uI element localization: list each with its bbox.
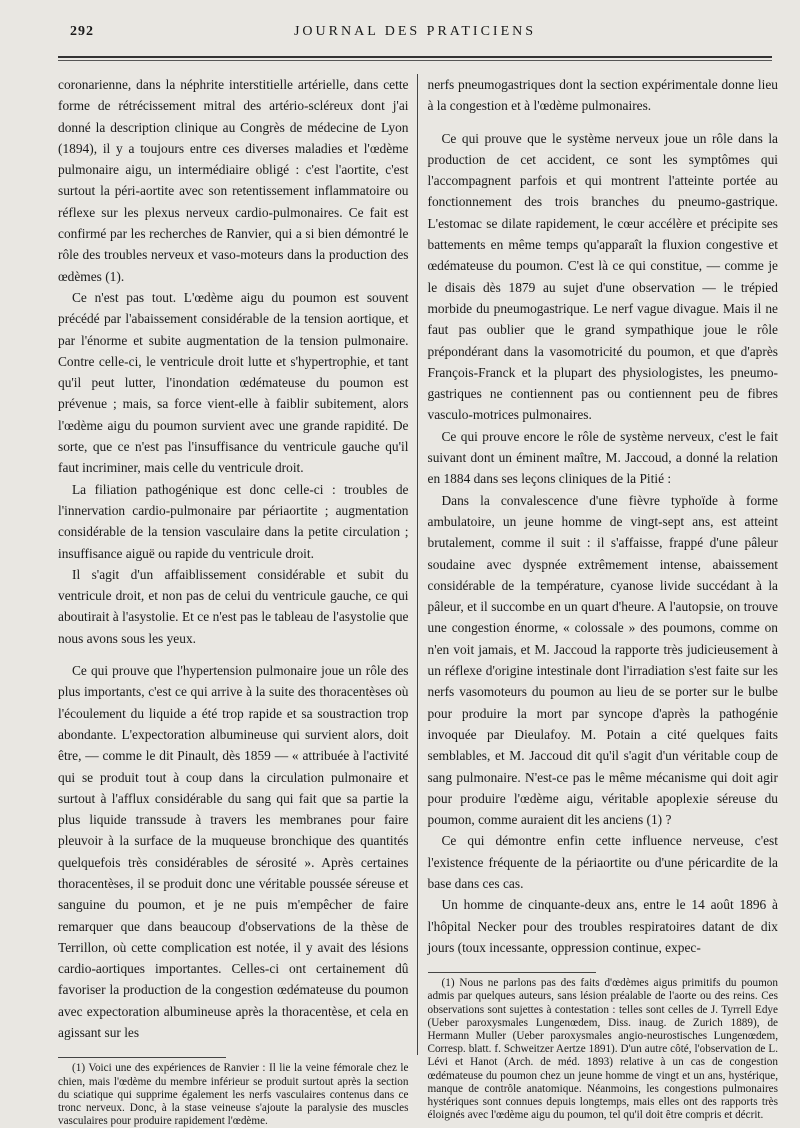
footnote-rule xyxy=(428,972,596,973)
paragraph: Ce qui prouve encore le rôle de système nerveux, c'est le fait suivant dont un éminent maître, M. Jaccoud, a donné la relation en 1884 dans ses leçons cliniques de la Pitié : xyxy=(428,426,779,490)
paragraph: Ce n'est pas tout. L'œdème aigu du poumon est souvent précédé par l'abaissement considérable de la tension aortique, et par l'énorme et subite augmentation de la tension pulmonaire. Contre celle-ci, le ventricule droit lutte et s'hypertrophie, et tant qu'il peut lutter, l'inondation œdémateuse du poumon est prévenue ; mais, sa force vient-elle à faiblir subitement, alors l'œdème aigu du poumon survient avec une grande rapidité. De sorte, que ce n'est pas l'insuffisance du ventricule gauche qu'il faut incriminer, mais celle du ventricule droit. xyxy=(58,287,409,479)
right-column xyxy=(418,74,779,1055)
text-columns xyxy=(58,74,778,1055)
footnote-text: (1) Nous ne parlons pas des faits d'œdèmes aigus primitifs du poumon admis par quelques auteurs, sans lésion préalable de l'aorte ou des reins. Ces observations sont sujettes à contestation : telles sont celles de J. Tyrrell Edye (Ueber paroxysmales Lungenœdem, Diss. inaug. de Zurich 1889), de Hermann Muller (Ueber paroxysmales angio-neurostisches Lungenœdem, Corresp. blatt. f. Schweitzer Aertze 1891). D'un autre côté, l'observation de L. Lévi et Hanot (Arch. de méd. 1893) relative à un cas de congestion œdémateuse du poumon chez un jeune homme de vingt et un ans, hystérique, manque de contrôle anatomique. Néanmoins, les congestions pulmonaires hystériques sont connues depuis longtemps, mais elles ont des rapports très éloignés avec l'œdème aigu du poumon, tel qu'il doit être compris et décrit. xyxy=(428,977,779,1122)
paragraph: coronarienne, dans la néphrite interstitielle artérielle, dans cette forme de rétrécissement mitral des artério-scléreux dont j'ai donné la description clinique au Congrès de médecine de Lyon (1894), il y a toujours entre ces diverses maladies et l'œdème pulmonaire aigu, un intermédiaire obligé : c'est l'aortite, c'est surtout la péri-aortite avec son retentissement inflammatoire ou réflexe sur les plexus nerveux cardio-pulmonaires. Ce fait est confirmé par les recherches de Ranvier, qui a si bien démontré le rôle des troubles nerveux et vaso-moteurs dans la production des œdèmes (1). xyxy=(58,74,409,287)
paragraph: Dans la convalescence d'une fièvre typhoïde à forme ambulatoire, un jeune homme de vingt-sept ans, est atteint brutalement, comme il suit : il s'affaisse, frappé d'une pâleur soudaine avec dyspnée extrêmement intense, abaissement considérable de la température, cyanose livide succédant à la pâleur, et il succombe en un quart d'heure. A l'autopsie, on trouve une congestion énorme, « colossale » des poumons, comme on n'en voit jamais, et M. Jaccoud la rapporte très judicieusement à un réflexe d'origine intestinale dont l'irradiation s'est faite sur les nerfs vasomoteurs du poumon au lieu de se porter sur le bulbe pour produire la mort par syncope d'après la pathogénie invoquée par Dieulafoy. M. Potain a cité quelques faits semblables, et M. Jaccoud dit qu'il s'agit d'un véritable coup de sang pulmonaire. N'est-ce pas le même mécanisme qui doit agir pour produire l'œdème aigu, véritable apoplexie séreuse du poumon, comme auraient dit les anciens (1) ? xyxy=(428,490,779,831)
paragraph: Un homme de cinquante-deux ans, entre le 14 août 1896 à l'hôpital Necker pour des troubles respiratoires datant de dix jours (toux incessante, oppression continue, expec- xyxy=(428,894,779,958)
header-rule xyxy=(58,56,772,58)
paragraph: Ce qui prouve que l'hypertension pulmonaire joue un rôle des plus importants, c'est ce qui arrive à la suite des thoracentèses où l'écoulement du liquide a été trop rapide et sa soustraction trop abondante. L'expectoration albumineuse qui survient alors, doit être, — comme le dit Pinault, dès 1859 — « attribuée à l'activité qui se produit tout à coup dans la circulation pulmonaire et surtout à l'afflux considérable du sang qui fait que sa partie la plus liquide transsude à travers les membranes pour faire pleuvoir à la surface de la muqueuse bronchique des quantités quelquefois très considérables de sérosité ». Après certaines thoracentèses, il se produit donc une véritable poussée séreuse et sanguine du poumon, et je ne puis m'empêcher de faire remarquer que dans beaucoup d'observations de la thèse de Terrillon, où cette complication est notée, il y avait des lésions cardio-aortiques importantes. Celles-ci ont certainement dû favoriser la production de la congestion œdémateuse du poumon avec expectoration albumineuse après la thoracentèse, et cela en agissant sur les xyxy=(58,660,409,1043)
page-header xyxy=(58,20,772,48)
paragraph: Ce qui démontre enfin cette influence nerveuse, c'est l'existence fréquente de la périaortite ou d'une péricardite de la base dans ces cas. xyxy=(428,830,779,894)
footnote-rule xyxy=(58,1057,226,1058)
paragraph: Il s'agit d'un affaiblissement considérable et subit du ventricule droit, et non pas de celui du ventricule gauche, ce qui aboutirait à l'asystolie. Et ce n'est pas le tableau de l'asystolie que nous avons sous les yeux. xyxy=(58,564,409,649)
footnote-text: (1) Voici une des expériences de Ranvier : Il lie la veine fémorale chez le chien, mais l'œdème du membre inférieur se produit surtout après la section du sciatique qui supprime également les nerfs vasculaires contenus dans ce tronc nerveux. Donc, à la stase veineuse s'ajoute la paralysie des muscles vasculaires pour produire rapidement l'œdème. xyxy=(58,1062,409,1128)
paragraph: Ce qui prouve que le système nerveux joue un rôle dans la production de cet accident, ce sont les symptômes qui l'accompagnent parfois et qui montrent l'atteinte portée au fonctionnement des trois branches du pneumo-gastrique. L'estomac se dilate rapidement, le cœur accélère et précipite ses battements en même temps qu'apparaît la fluxion congestive et œdémateuse du poumon. C'est là ce qui constitue, — comme je le disais dès 1879 au sujet d'une observation — le trépied morbide du pneumogastrique. Le nerf vague divague. Mais il ne faut pas oublier que le grand sympathique joue le rôle prépondérant dans la vasomotricité du poumon, et que d'après François-Franck et la plupart des physiologistes, les pneumo-gastriques ne contiennent pas ou contiennent peu de fibres vasculo-motrices pulmonaires. xyxy=(428,128,779,426)
footnote xyxy=(428,977,779,1122)
page-number: 292 xyxy=(70,24,94,40)
paragraph: La filiation pathogénique est donc celle-ci : troubles de l'innervation cardio-pulmonaire par périaortite ; augmentation considérable de la tension vasculaire dans la petite circulation ; insuffisance aiguë ou rapide du ventricule droit. xyxy=(58,479,409,564)
footnote xyxy=(58,1062,409,1128)
paragraph: nerfs pneumogastriques dont la section expérimentale donne lieu à la congestion et à l'œdème pulmonaires. xyxy=(428,74,779,117)
running-title: JOURNAL DES PRATICIENS xyxy=(58,24,772,40)
left-column xyxy=(58,74,417,1055)
header-rule-thin xyxy=(58,60,772,61)
